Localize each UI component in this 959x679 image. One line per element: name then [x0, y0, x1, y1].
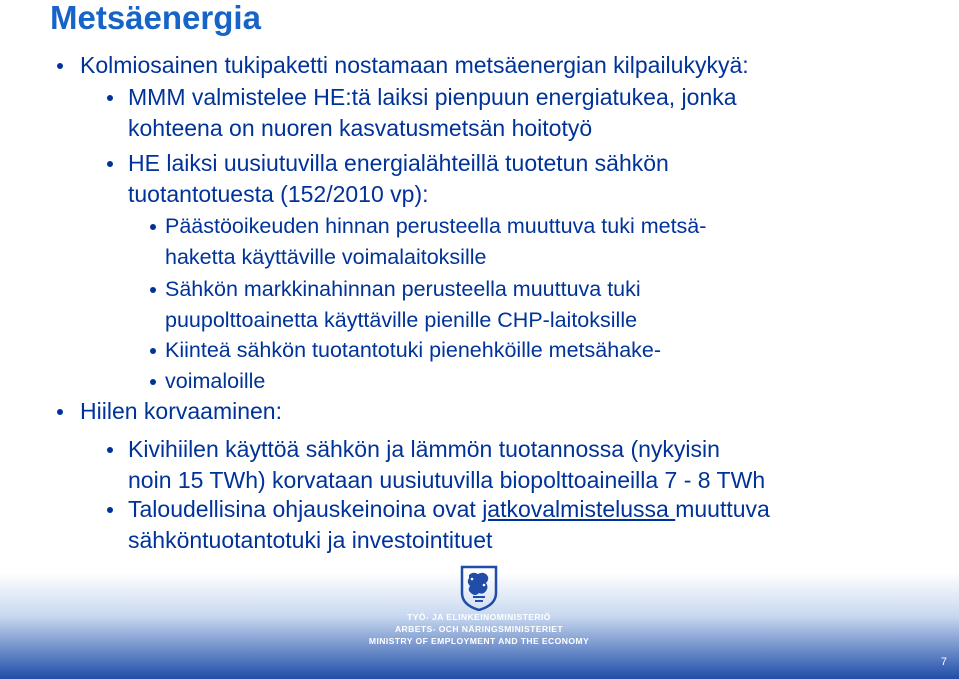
- logo-line-en: MINISTRY OF EMPLOYMENT AND THE ECONOMY: [368, 636, 590, 646]
- bullet-text-line: Kivihiilen käyttöä sähkön ja lämmön tuotannossa (nykyisin: [128, 436, 720, 462]
- page-number: 7: [940, 656, 947, 668]
- bullet-text-line: haketta käyttäville voimalaitoksille: [165, 245, 487, 269]
- bullet-text-line: Päästöoikeuden hinnan perusteella muuttuva tuki metsä-: [165, 214, 707, 238]
- bullet-text-line: Taloudellisina ohjauskeinoina ovat jatkovalmistelussa muuttuva: [128, 496, 770, 522]
- bullet-text-line: noin 15 TWh) korvataan uusiutuvilla biopolttoaineilla 7 - 8 TWh: [128, 467, 766, 493]
- bullet-text-line: sähköntuotantotuki ja investointituet: [128, 527, 493, 553]
- bullet-dot: [57, 63, 63, 69]
- bullet-dot: [107, 447, 113, 453]
- bullet-dot: [150, 287, 156, 293]
- ministry-logo: [354, 563, 604, 663]
- bullet-dot: [150, 379, 156, 385]
- bullet-text-line: puupolttoainetta käyttäville pienille CHP-laitoksille: [165, 308, 638, 332]
- bullet-text-line: Sähkön markkinahinnan perusteella muuttuva tuki: [165, 277, 641, 301]
- slide-title: Metsäenergia: [50, 0, 261, 36]
- bullet-text-line: Kiinteä sähkön tuotantotuki pienehköille metsähake-: [165, 338, 662, 362]
- bullet-dot: [57, 409, 63, 415]
- bullet-text-line: Hiilen korvaaminen:: [80, 398, 282, 424]
- bullet-text-line: HE laiksi uusiutuvilla energialähteillä tuotetun sähkön: [128, 150, 669, 176]
- underlined-text: jatkovalmistelussa: [482, 496, 676, 522]
- finnish-lion-coat-of-arms-icon: [459, 565, 499, 611]
- bullet-dot: [107, 507, 113, 513]
- after-underline-text: muuttuva: [675, 496, 770, 522]
- logo-line-sv: ARBETS- OCH NÄRINGSMINISTERIET: [394, 624, 564, 634]
- bullet-dot: [107, 95, 113, 101]
- logo-line-fi: TYÖ- JA ELINKEINOMINISTERIÖ: [407, 612, 551, 622]
- bullet-text-line: MMM valmistelee HE:tä laiksi pienpuun energiatukea, jonka: [128, 84, 737, 110]
- bullet-dot: [150, 224, 156, 230]
- bullet-text-line: voimaloille: [165, 369, 266, 393]
- bullet-dot: [107, 161, 113, 167]
- bullet-text-line: kohteena on nuoren kasvatusmetsän hoitotyö: [128, 115, 593, 141]
- bullet-dot: [150, 348, 156, 354]
- bullet-text-line: Kolmiosainen tukipaketti nostamaan metsäenergian kilpailukykyä:: [80, 52, 749, 78]
- bullet-text-line: tuotantotuesta (152/2010 vp):: [128, 181, 429, 207]
